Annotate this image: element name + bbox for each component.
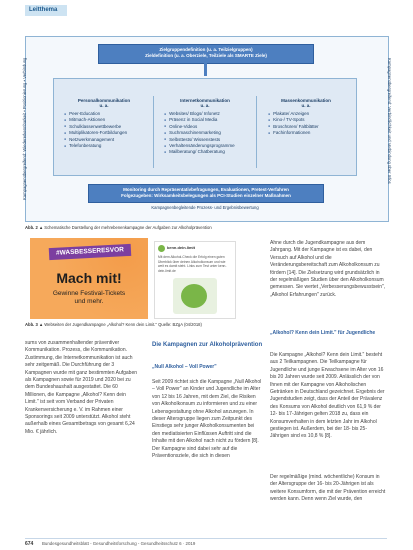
list-item: ● Broschüren/ Faltblätter bbox=[268, 124, 350, 130]
list-item: ● Peer-Education bbox=[64, 111, 150, 117]
figure-caption bbox=[25, 225, 275, 230]
limit-icon bbox=[181, 284, 207, 308]
middle-para: Seit 2009 richtet sich die Kampagne „Null Alkohol – Voll Power" an Kinder und Jugendliche im Alter von 12 bis 16 Jahren, mit dem Ziel, die Risiken von Alkoholkonsum zu informieren und zu einer Lebensgestaltung ohne Alkohol anzuregen. In dieser Altersgruppe liegen zum Zeitpunkt des Einstiegs sehr junger Alkoholkonsumenten bei den mediatisierten Einflüssen Auftritt sind die Inhalte mit den Alkohol nach nicht zu fördern [8]. Der Kampagne sind dabei sehr auf die Präventionsziele, die sich in diesen bbox=[152, 379, 262, 460]
left-vertical-label: Kampagnenübergreifend: Wiedererkennbarkeit • Positionierung • Verbindung bbox=[22, 57, 27, 200]
promo-headline: Mach mit! bbox=[56, 270, 122, 286]
bottom-box-line2: Folgezugeben: Wirksamkeitsbelegungen als PCI-Studien einzelner Maßnahmen bbox=[121, 193, 291, 198]
list-item: ● Netzwerkmanagement bbox=[64, 137, 150, 143]
top-box bbox=[98, 44, 314, 64]
social-post bbox=[154, 241, 236, 319]
section-tag: Leitthema bbox=[25, 5, 67, 16]
promo-hashtag: #WASBESSERESVOR bbox=[49, 244, 132, 260]
column-subtitle: u. a. bbox=[200, 103, 210, 108]
list-item: ● Telefonberatung bbox=[64, 143, 150, 149]
bottom-box-line1: Monitoring durch Repräsentativbefragungen, Evaluationen, Pretest-Verfahren bbox=[123, 187, 289, 192]
middle-subheading: „Null Alkohol – Voll Power" bbox=[152, 364, 217, 370]
list-item: ● Mitmach-Aktionen bbox=[64, 117, 150, 123]
photo-caption bbox=[25, 322, 247, 327]
list-item: ● Verhaltensänderungsprogramme bbox=[164, 143, 252, 149]
right-vertical-label: Kampagnenübergreifend: Verbindlichkeit und Verbindung über Infos bbox=[387, 58, 392, 184]
middle-heading: Die Kampagnen zur Alkoholprävention bbox=[152, 342, 263, 348]
promo-sub1: Gewinne Festival-Tickets bbox=[52, 290, 126, 297]
column-mass bbox=[262, 98, 350, 137]
post-body: Mit dem Alkohol-Check die Erfolg einen guten Überblick über deinen Alkoholkonsum und wie weit es damit steht. Links zum Test unter kenn-dein-limit.de bbox=[158, 255, 227, 273]
list-item: ● Fachinformationen bbox=[268, 130, 350, 136]
list-item: ● Suchmaschinenmarketing bbox=[164, 130, 252, 136]
right-para-3: Der regelmäßige (mind. wöchentliche) Konsum in der Altersgruppe der 16- bis 20-Jährigen ist als weitere Konsumform, die mit der Prävention erreicht werden kann. Denn wenn Ziel wurde, den bbox=[270, 474, 386, 503]
caption-text: ▲ Webseiten der Jugendkampagne „Alkohol? Kenn dein Limit." Quelle: BZgA (04/2018) bbox=[38, 322, 202, 327]
post-graphic bbox=[173, 278, 217, 314]
top-box-line1: Zielgruppendefinition (u. a. Teilzielgruppen) bbox=[159, 47, 253, 52]
caption-label: Abb. 2 bbox=[25, 225, 38, 230]
column-subtitle: u. a. bbox=[99, 103, 109, 108]
footer-rule bbox=[25, 538, 387, 539]
column-personal bbox=[58, 98, 150, 149]
list-item: ● Plakate/ Anzeigen bbox=[268, 111, 350, 117]
column-subtitle: u. a. bbox=[301, 103, 311, 108]
post-header: kenn.dein.limit bbox=[167, 245, 196, 250]
right-para-2: Die Kampagne „Alkohol? Kenn dein Limit." besteht aus 2 Teilkampagnen. Die Teilkampagne für Jugendliche und junge Erwachsene im Alter von 16 bis 20 Jahren wurde seit 2009. Anlässlich der von Ihnen mit der Kampagne von Alkoholischen Getränken in Deutschland gezeichnet. Ergebnis der Jugendstudien zeigt, dass der Anteil der Prävalenz des Konsums von Alkohol deutlich von 61,9 % der 12- bis 17-Jährigen gelten 2018 zu, dass ein Konsumverhalten in dem letzten Jahr im Alkohol gestiegen ist. Außerdem, bei der 18- bis 25-Jährigen sind es 10,8 % [8]. bbox=[270, 352, 385, 440]
list-item: ● Präsenz in Social Media bbox=[164, 117, 252, 123]
divider bbox=[153, 96, 154, 168]
column-internet bbox=[158, 98, 252, 156]
promo-image bbox=[30, 238, 148, 319]
page-number: 674 bbox=[25, 541, 34, 547]
right-para-1: Ahne durch die Jugendkampagne aus dem Jahrgang. Mit der Kampagne ist es dabei, den Versuch auf Alkohol und die Veränderungsbereitschaft zum Alkoholkonsum zu fördern [14]. Die Zielsetzung wird grundsätzlich in der regelmäßigen Studien über den Alkoholkonsum gemessen. Sie wertet „Verbesserungsbewusstsein", „Alkohol Erfahrungen" zurück. bbox=[270, 240, 386, 298]
column-title: Personalkommunikation bbox=[77, 98, 131, 103]
list-item: ● Mailberatung/ Chatberatung bbox=[164, 149, 252, 155]
list-item: ● Kino-/ TV-Spots bbox=[268, 117, 350, 123]
divider bbox=[256, 96, 257, 168]
list-item: ● Online-Videos bbox=[164, 124, 252, 130]
journal-footer: Bundesgesundheitsblatt - Gesundheitsforschung - Gesundheitsschutz 6 · 2019 bbox=[42, 541, 196, 546]
column-title: Internetkommunikation bbox=[180, 98, 230, 103]
left-para: sums von zusammenhaltender präventiver Kommunikation. Prozess, die Kommunikation. Zustimmung, die Internetkommunikation ist auch sehr zeitgemäß. Die Durchführung der 3 Kampagnen wurde mit ganz bestimmten Aufgaben als Kampagnen sowie für 2019 und 2020 bei zu dem Bundeshaushalt ausgestattet. Die 60 Millionen, die Kampagne „Alkohol? Kenn dein Limit." ist seit vom Verband der Privaten Krankenversicherung e. V. im Rahmen einer Sponsorings seit 2009 unterstützt. Alkohol steht außerhalb eines Gesamtbetrags von gesamt 6,24 Mio. € jährlich. bbox=[25, 340, 138, 435]
promo-sub2: und mehr. bbox=[74, 298, 104, 305]
caption-label: Abb. 3 bbox=[25, 322, 38, 327]
list-item: ● Multiplikatoren-Fortbildungen bbox=[64, 130, 150, 136]
avatar bbox=[158, 245, 165, 252]
list-item: ● Websites/ Blogs/ Infonetz bbox=[164, 111, 252, 117]
bottom-caption: Kampagnenbegleitende Prozess- und Ergebnisbewertung bbox=[151, 205, 259, 210]
list-item: ● Selbsttests/ Wissenstests bbox=[164, 137, 252, 143]
right-heading: „Alkohol? Kenn dein Limit." für Jugendliche bbox=[270, 330, 376, 336]
column-title: Massenkommunikation bbox=[281, 98, 331, 103]
bottom-box bbox=[88, 184, 324, 203]
caption-text: ▲ Schematische Darstellung der mehrebenenkampagne der Aufgaben zur Alkoholprävention bbox=[38, 225, 212, 230]
top-box-line2: Zieldefinition (u. a. Oberziele, Teilziele als SMARTE Ziele) bbox=[145, 53, 267, 58]
list-item: ● Schulklassenwettbewerbe bbox=[64, 124, 150, 130]
arrow-down-icon bbox=[204, 62, 207, 76]
